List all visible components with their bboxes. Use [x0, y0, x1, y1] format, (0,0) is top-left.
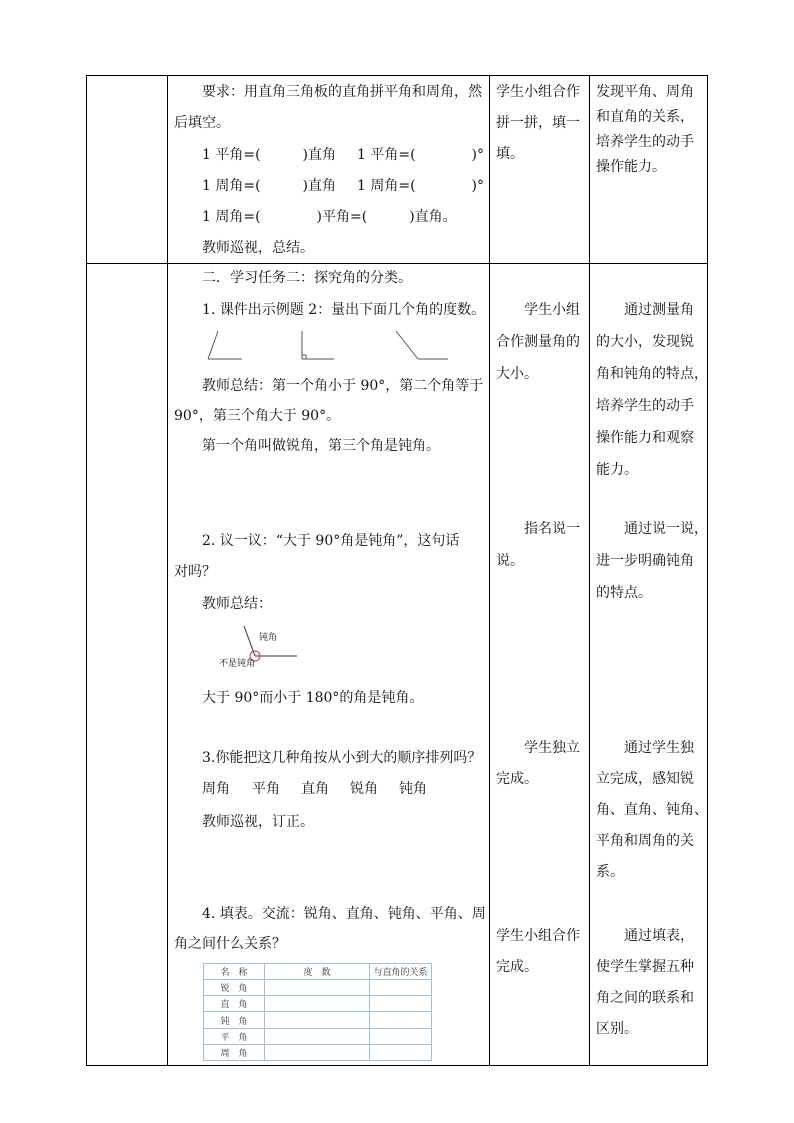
- col-divider-1: [167, 75, 168, 1066]
- cell-relation[interactable]: [370, 1028, 432, 1044]
- row-label: 锐 角: [204, 980, 265, 996]
- right-border: [707, 75, 708, 1066]
- blank-1-left: 1 平角=( )直角: [202, 147, 337, 163]
- purpose-2-4-line-1: 通过填表，: [624, 928, 694, 944]
- purpose-2-2-line-3: 的特点。: [596, 585, 652, 601]
- angle-list-2: 平角: [252, 781, 280, 797]
- header-degree: 度 数: [265, 964, 370, 980]
- student-2-1-line-1: 学生小组: [524, 302, 580, 318]
- cell-degree[interactable]: [265, 996, 370, 1012]
- cell-relation[interactable]: [370, 996, 432, 1012]
- purpose-2-1-line-4: 培养学生的动手: [596, 398, 694, 414]
- blank-1-right: 1 平角=( )°: [357, 147, 485, 163]
- purpose-1-line-1: 发现平角、周角: [596, 84, 694, 100]
- student-2-1-line-2: 合作测量角的: [496, 334, 580, 350]
- label-obtuse: 钝角: [259, 633, 278, 643]
- right-angle-figure: [302, 331, 334, 359]
- purpose-2-3-line-4: 平角和周角的关: [596, 833, 694, 849]
- student-2-4-line-1: 学生小组合作: [496, 928, 580, 944]
- purpose-2-1-line-5: 操作能力和观察: [596, 430, 694, 446]
- student-2-2-line-1: 指名说一: [524, 521, 580, 537]
- table-row: [204, 980, 432, 996]
- angle-list-1: 周角: [202, 781, 230, 797]
- label-not-obtuse: 不是钝角: [219, 659, 256, 669]
- student-2-3-line-2: 完成。: [496, 771, 538, 787]
- obtuse-angle-figure: [396, 331, 448, 359]
- purpose-2-3-line-1: 通过学生独: [624, 740, 694, 756]
- cell-relation[interactable]: [370, 980, 432, 996]
- bottom-border: [86, 1065, 708, 1066]
- left-border: [86, 75, 87, 1066]
- requirement-line-1: 要求：用直角三角板的直角拼平角和周角，然: [202, 84, 482, 100]
- task-4-line-1: 4. 填表。交流：锐角、直角、钝角、平角、周: [202, 906, 486, 922]
- purpose-2-1-line-6: 能力。: [596, 462, 638, 478]
- summary-1b: 第一个角叫做锐角，第三个角是钝角。: [202, 438, 440, 454]
- table-row: [204, 1012, 432, 1028]
- cell-degree[interactable]: [265, 1044, 370, 1060]
- purpose-2-4-line-3: 角之间的联系和: [596, 990, 694, 1006]
- section-heading: 二．学习任务二：探究角的分类。: [202, 270, 412, 286]
- acute-angle-figure: [208, 331, 242, 359]
- row-label: 平 角: [204, 1028, 265, 1044]
- fill-in-table: [203, 963, 432, 1061]
- angle-list-3: 直角: [301, 781, 329, 797]
- student-activity-1-line-3: 填。: [496, 146, 524, 162]
- header-name: 名 称: [204, 964, 265, 980]
- table-header-row: [204, 964, 432, 980]
- student-2-2-line-2: 说。: [496, 553, 524, 569]
- task-2-line-1: 2. 议一议：“大于 90°角是钝角”，这句话: [202, 533, 460, 549]
- angle-list-4: 锐角: [350, 781, 378, 797]
- task-3: 3.你能把这几种角按从小到大的顺序排列吗？: [202, 750, 482, 766]
- student-2-1-line-3: 大小。: [496, 366, 538, 382]
- purpose-2-4-line-2: 使学生掌握五种: [596, 959, 694, 975]
- task-2-line-2: 对吗？: [174, 564, 216, 580]
- cell-relation[interactable]: [370, 1044, 432, 1060]
- table-row: [204, 1044, 432, 1060]
- row-label: 直 角: [204, 996, 265, 1012]
- teacher-3: 教师巡视，订正。: [202, 814, 314, 830]
- col-divider-2: [489, 75, 490, 1066]
- blank-2-left: 1 周角=( )直角: [202, 178, 337, 194]
- summary-1-line-1: 教师总结：第一个角小于 90°，第二个角等于: [202, 378, 484, 394]
- row-label: 周 角: [204, 1044, 265, 1060]
- student-2-4-line-2: 完成。: [496, 959, 538, 975]
- summary-2b: 大于 90°而小于 180°的角是钝角。: [202, 690, 424, 706]
- purpose-2-2-line-1: 通过说一说，: [624, 521, 708, 537]
- student-2-3-line-1: 学生独立: [524, 740, 580, 756]
- purpose-1-line-2: 和直角的关系，: [596, 109, 694, 125]
- table-row: [204, 1028, 432, 1044]
- task-4-line-2: 角之间什么关系？: [174, 936, 286, 952]
- purpose-2-3-line-2: 立完成，感知锐: [596, 771, 694, 787]
- student-activity-1-line-2: 拼一拼，填一: [496, 115, 580, 131]
- student-activity-1-line-1: 学生小组合作: [496, 84, 580, 100]
- row-divider: [86, 263, 708, 264]
- angle-list-5: 钝角: [399, 781, 427, 797]
- teacher-summary: 教师巡视，总结。: [202, 240, 314, 256]
- summary-1-line-2: 90°，第三个角大于 90°。: [174, 408, 341, 424]
- top-border: [86, 75, 708, 76]
- purpose-2-4-line-4: 区别。: [596, 1021, 638, 1037]
- purpose-2-1-line-2: 的大小，发现锐: [596, 334, 694, 350]
- purpose-1-line-4: 操作能力。: [596, 159, 666, 175]
- blank-3-left: 1 周角=( )平角=( )直角。: [202, 209, 457, 225]
- task-1: 1. 课件出示例题 2：量出下面几个角的度数。: [202, 302, 486, 318]
- requirement-line-2: 后填空。: [174, 115, 230, 131]
- cell-degree[interactable]: [265, 980, 370, 996]
- purpose-2-1-line-3: 角和钝角的特点，: [596, 366, 708, 382]
- col-divider-3: [589, 75, 590, 1066]
- cell-degree[interactable]: [265, 1028, 370, 1044]
- summary-2: 教师总结：: [202, 596, 272, 612]
- table-row: [204, 996, 432, 1012]
- purpose-2-2-line-2: 进一步明确钝角: [596, 553, 694, 569]
- purpose-2-1-line-1: 通过测量角: [624, 302, 694, 318]
- purpose-1-line-3: 培养学生的动手: [596, 134, 694, 150]
- purpose-2-3-line-5: 系。: [596, 864, 624, 880]
- blank-2-right: 1 周角=( )°: [357, 178, 485, 194]
- cell-relation[interactable]: [370, 1012, 432, 1028]
- cell-degree[interactable]: [265, 1012, 370, 1028]
- purpose-2-3-line-3: 角、直角、钝角、: [596, 802, 708, 818]
- row-label: 钝 角: [204, 1012, 265, 1028]
- angle-figures: [200, 325, 460, 365]
- header-relation: 与直角的关系: [370, 964, 432, 980]
